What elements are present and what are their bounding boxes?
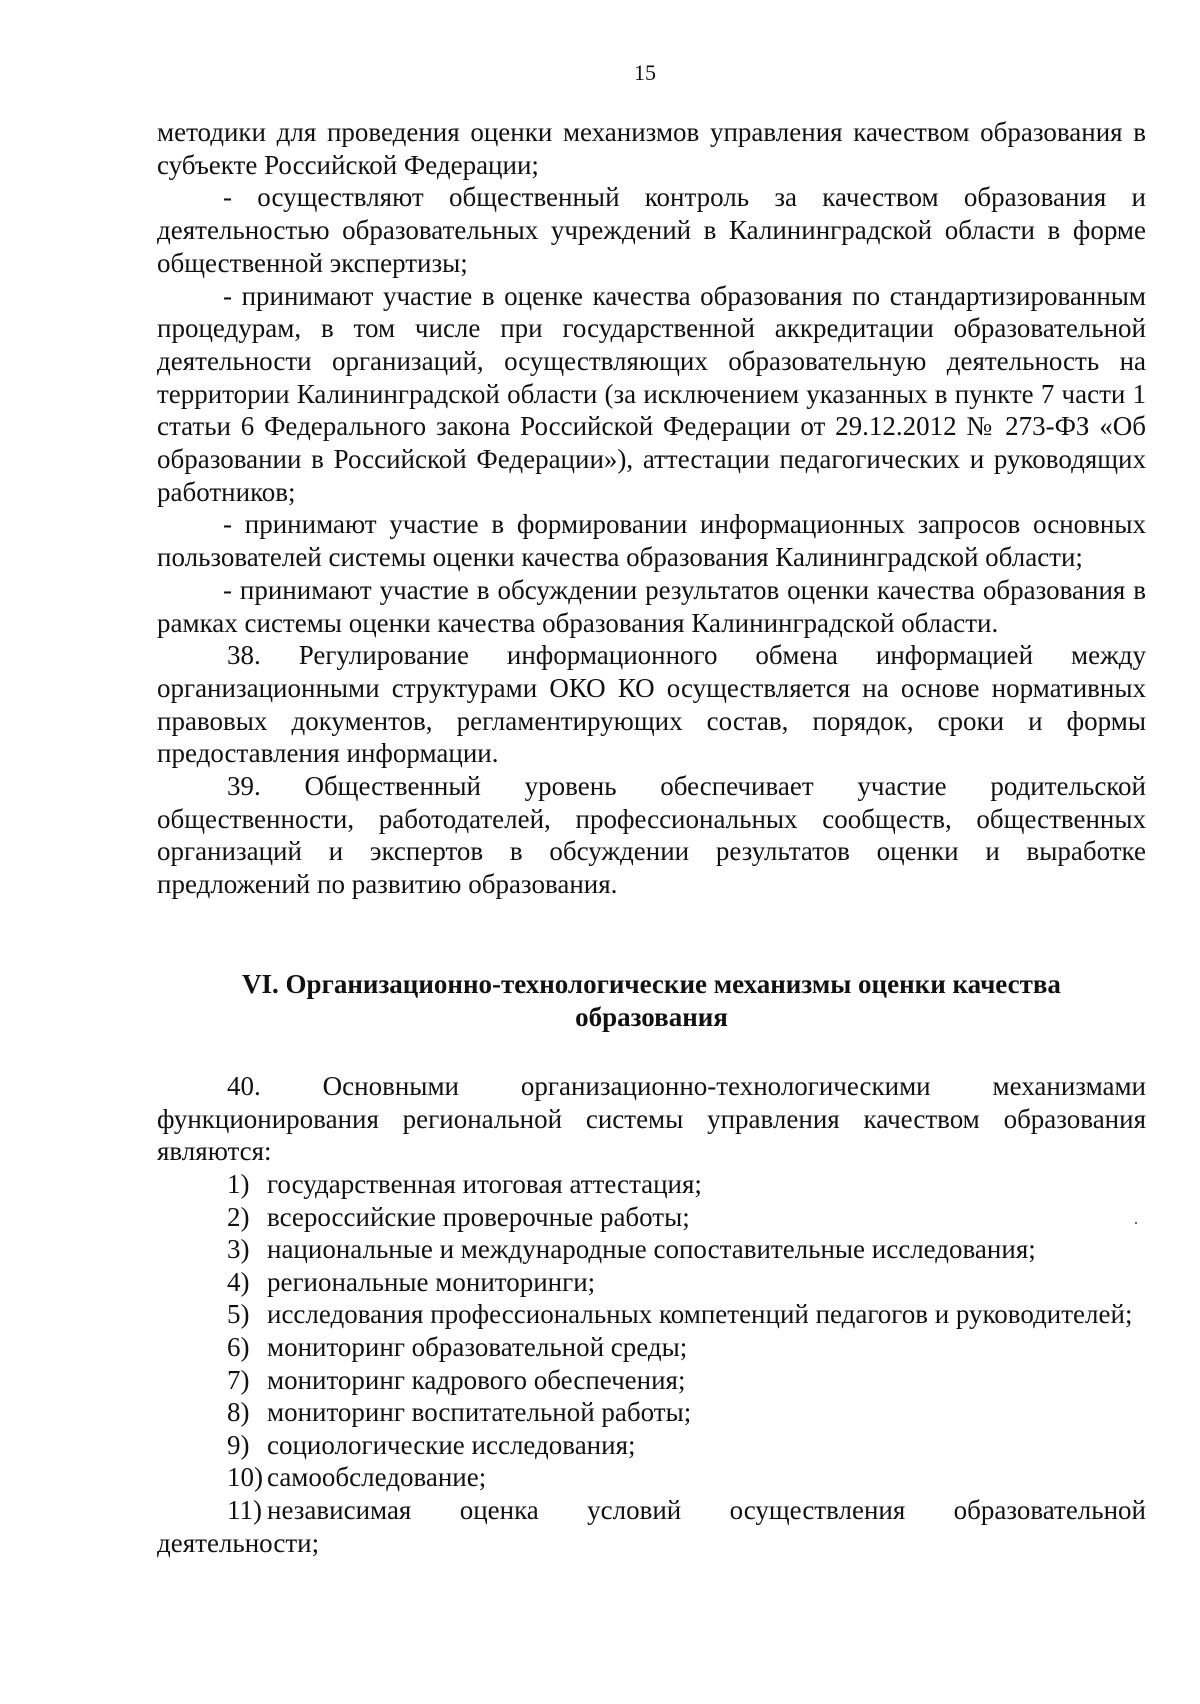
list-item (157, 1168, 1146, 1201)
list-item (157, 1494, 1146, 1559)
list-item-text: государственная итоговая аттестация; (267, 1169, 702, 1200)
paragraph-information-requests: - принимают участие в формировании информационных запросов основных пользователей системы оценки качества образования Калининградской области; (157, 509, 1146, 573)
list-item-text: мониторинг кадрового обеспечения; (267, 1364, 686, 1395)
paragraph-40: 40. Основными организационно-технологическими механизмами функционирования региональной системы управления качеством образования являются: (157, 1071, 1146, 1167)
list-item-text: всероссийские проверочные работы; (267, 1201, 690, 1232)
body-text (157, 116, 1146, 901)
section-heading (157, 968, 1146, 1034)
list-item-text: исследования профессиональных компетенций педагогов и руководителей; (267, 1299, 1133, 1330)
paragraph-discussion: - принимают участие в обсуждении результатов оценки качества образования в рамках системы оценки качества образования Калининградской области. (157, 574, 1146, 638)
list-item-text: региональные мониторинги; (267, 1266, 596, 1297)
list-item-text: независимая оценка условий осуществления образовательной деятельности; (157, 1495, 1146, 1558)
list-item-number: 4) (227, 1266, 250, 1297)
list-item-number: 7) (227, 1364, 250, 1395)
list-item-number: 8) (227, 1397, 250, 1428)
list-item-number: 1) (227, 1169, 250, 1200)
list-item-text: социологические исследования; (267, 1429, 636, 1460)
list-item (157, 1266, 1146, 1299)
section-heading-line-1: VI. Организационно-технологические механизмы оценки качества (242, 969, 1061, 999)
list-item (157, 1331, 1146, 1364)
section-heading-line-2: образования (575, 1002, 728, 1032)
list-item-number: 6) (227, 1332, 250, 1363)
paragraph-continuation: методики для проведения оценки механизмов управления качеством образования в субъекте Российской Федерации; (157, 117, 1146, 180)
list-item (157, 1233, 1146, 1266)
list-item-number: 3) (227, 1234, 250, 1265)
list-item (157, 1396, 1146, 1429)
list-item (157, 1461, 1146, 1494)
list-item (157, 1201, 1146, 1234)
mechanisms-section (157, 1070, 1146, 1559)
paragraph-39: 39. Общественный уровень обеспечивает участие родительской общественности, работодателей, профессиональных сообществ, общественных организаций и экспертов в обсуждении результатов оценки и выработке предложений по развитию образования. (157, 771, 1146, 900)
paragraph-quality-assessment: - принимают участие в оценке качества образования по стандартизированным процедурам, в том числе при государственной аккредитации образовательной деятельности организаций, осуществляющих образовательную деятельность на территории Калининградской области (за исключением указанных в пункте 7 части 1 статьи 6 Федерального закона Российской Федерации от 29.12.2012 № 273-ФЗ «Об образовании в Российской Федерации»), аттестации педагогических и руководящих работников; (157, 280, 1146, 507)
list-item (157, 1298, 1146, 1331)
list-item-number: 5) (227, 1299, 250, 1330)
paragraph-public-control: - осуществляют общественный контроль за качеством образования и деятельностью образовательных учреждений в Калининградской области в форме общественной экспертизы; (157, 182, 1146, 278)
list-item-number: 2) (227, 1201, 250, 1232)
page-number: 15 (634, 60, 656, 85)
list-item-number: 11) (227, 1495, 262, 1526)
list-item-text: мониторинг образовательной среды; (267, 1332, 688, 1363)
list-item (157, 1429, 1146, 1462)
list-item-text: мониторинг воспитательной работы; (267, 1397, 692, 1428)
list-item-number: 10) (227, 1462, 263, 1493)
list-item-text: самообследование; (267, 1462, 487, 1493)
list-item-number: 9) (227, 1429, 250, 1460)
paragraph-38: 38. Регулирование информационного обмена информацией между организационными структурами ОКО КО осуществляется на основе нормативных правовых документов, регламентирующих состав, порядок, сроки и формы предоставления информации. (157, 640, 1146, 769)
list-item-text: национальные и международные сопоставительные исследования; (267, 1234, 1036, 1265)
scan-speck (1135, 1222, 1137, 1224)
list-item (157, 1364, 1146, 1397)
